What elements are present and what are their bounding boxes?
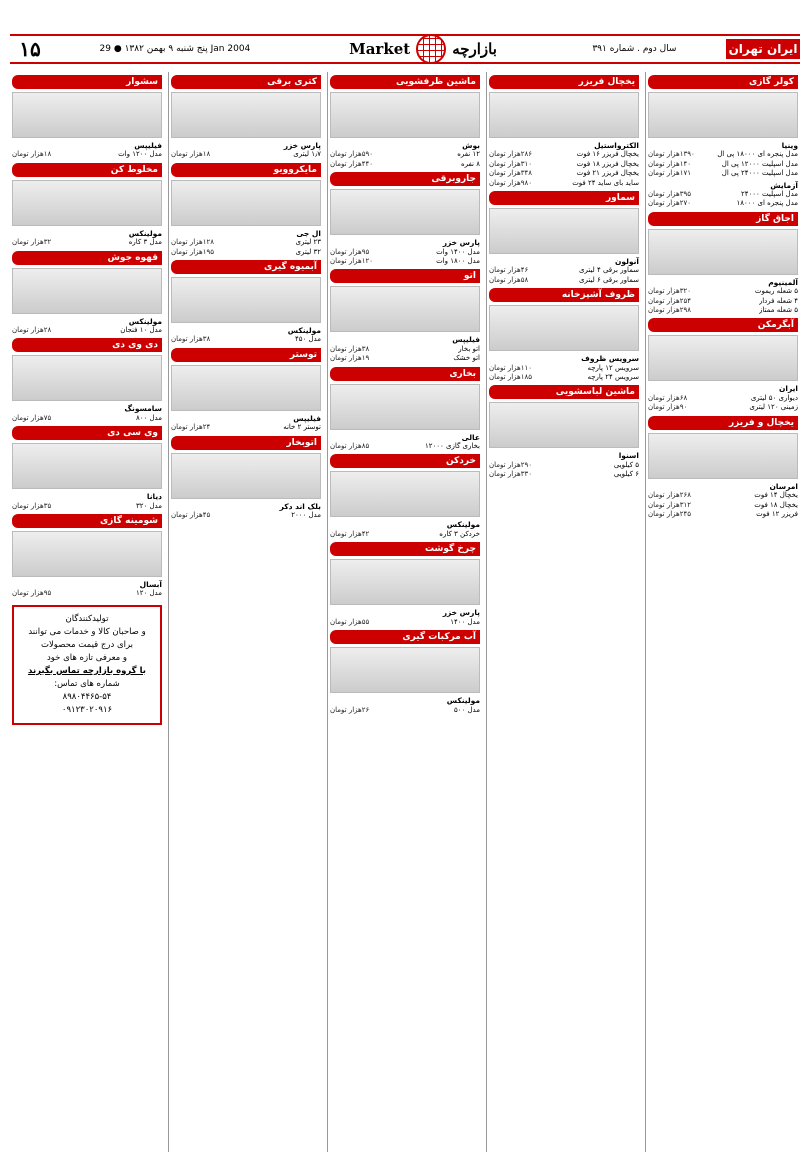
product-photo <box>171 92 321 138</box>
price-row <box>171 511 321 520</box>
price-row <box>330 257 480 266</box>
product-name: ۵ کیلویی <box>613 460 639 469</box>
product-price: ۷۵هزار تومان <box>12 413 52 422</box>
brand-name: الکترواستیل <box>594 141 639 150</box>
price-row <box>171 150 321 159</box>
brand-name: فیلیپس <box>452 335 480 345</box>
product-photo <box>171 365 321 411</box>
price-row <box>489 470 639 479</box>
product-name: مدل اسپلیت ۱۲۰۰۰ پی ال <box>721 159 798 168</box>
price-row <box>648 501 798 510</box>
product-price: ۱۳۹۰هزار تومان <box>648 150 695 159</box>
column-5 <box>10 72 164 1152</box>
product-price: ۶۸هزار تومان <box>648 393 688 402</box>
price-row <box>648 287 798 296</box>
ad-line4: و معرفی تازه های خود <box>46 652 128 663</box>
product-photo <box>171 180 321 226</box>
brand-name: مولینکس <box>446 520 480 530</box>
category-heading: مایکروویو <box>171 163 321 177</box>
brand-name: آزمایش <box>770 180 798 190</box>
issue-number: سال دوم . شماره ۳۹۱ <box>592 44 677 54</box>
product-name: یخچال فریزر ۲۱ فوت <box>576 169 639 178</box>
column-1 <box>645 72 800 1152</box>
product-price: ۱۸هزار تومان <box>12 150 52 159</box>
product-name: یخچال فریزر ۱۸ فوت <box>576 159 639 168</box>
product-photo <box>12 180 162 226</box>
product-price: ۸۵هزار تومان <box>330 442 370 451</box>
product-name: فریزر ۱۲ فوت <box>756 509 798 518</box>
product-photo <box>330 647 480 693</box>
product-name: سماور برقی ۴ لیتری <box>579 266 639 275</box>
product-photo <box>171 277 321 323</box>
product-name: ۶ کیلویی <box>613 470 639 479</box>
brand-name: فیلیپس <box>134 141 162 150</box>
price-row <box>330 706 480 715</box>
product-name: مدل پنجره ای ۱۸۰۰۰ <box>736 199 798 208</box>
price-row <box>648 491 798 500</box>
product-name: خردکن ۳ کاره <box>439 529 480 538</box>
product-price: ۴۲هزار تومان <box>330 529 370 538</box>
product-price: ۲۸۶هزار تومان <box>489 150 532 159</box>
category-heading: مخلوط کن <box>12 163 162 177</box>
price-row <box>648 150 798 159</box>
product-name: سرویس ۱۲ پارچه <box>587 363 639 372</box>
product-name: مدل ۱۲۰ <box>135 589 162 598</box>
product-price: ۳۲۰هزار تومان <box>648 287 691 296</box>
brand-name: سرویس ظروف <box>581 354 639 364</box>
brand-name: پارس خزر <box>442 238 480 248</box>
price-row <box>330 248 480 257</box>
product-price: ۲۷۰هزار تومان <box>648 199 691 208</box>
price-row <box>330 618 480 627</box>
ad-phone1: ۸۹۸۰۴۴۶۵-۵۴ <box>62 691 112 702</box>
category-heading: اتوبخار <box>171 436 321 450</box>
price-row <box>489 179 639 188</box>
price-row <box>12 414 162 423</box>
product-photo <box>489 208 639 254</box>
product-name: ۸ نفره <box>460 159 480 168</box>
price-row <box>171 248 321 257</box>
title-en: Market <box>349 40 411 58</box>
product-price: ۳۸هزار تومان <box>171 335 211 344</box>
category-heading: توستر <box>171 348 321 362</box>
price-row <box>489 373 639 382</box>
category-heading: خردکن <box>330 454 480 468</box>
product-name: اتو خشک <box>453 354 480 363</box>
product-price: ۹۵هزار تومان <box>330 247 370 256</box>
product-name: یخچال ۱۴ فوت <box>754 491 798 500</box>
product-name: یخچال فریزر ۱۶ فوت <box>576 150 639 159</box>
product-price: ۹۵هزار تومان <box>12 589 52 598</box>
category-heading: آبگرمکن <box>648 318 798 332</box>
brand-name: اسنوا <box>618 451 639 461</box>
product-price: ۳۹۵هزار تومان <box>648 190 691 199</box>
ad-contact-label: شماره های تماس: <box>54 678 120 689</box>
ad-line1: تولیدکنندگان <box>65 613 109 624</box>
product-name: ۲۳ لیتری <box>295 238 321 247</box>
price-row <box>489 276 639 285</box>
price-row <box>648 306 798 315</box>
product-price: ۴۶هزار تومان <box>489 266 529 275</box>
product-name: سرویس ۲۴ پارچه <box>587 373 639 382</box>
advertise-box <box>12 605 162 725</box>
product-price: ۲۸هزار تومان <box>12 326 52 335</box>
product-price: ۹۰هزار تومان <box>648 403 688 412</box>
brand-name: پارس خزر <box>283 141 321 150</box>
product-price: ۳۸هزار تومان <box>330 344 370 353</box>
product-name: ۳۲ لیتری <box>295 247 321 256</box>
brand-name: وینیا <box>781 141 798 150</box>
brand-name: سامسونگ <box>124 404 162 414</box>
product-photo <box>171 453 321 499</box>
product-photo <box>12 355 162 401</box>
product-name: ۱۲ نفره <box>457 150 480 159</box>
product-photo <box>489 402 639 448</box>
issue-date: پنج شنبه ۹ بهمن ۱۳۸۲ ● 29 Jan 2004 <box>99 44 251 54</box>
product-price: ۱۲۸هزار تومان <box>171 238 214 247</box>
brand-name: مولینکس <box>287 326 321 336</box>
product-price: ۱۷۱هزار تومان <box>648 169 691 178</box>
price-row <box>12 502 162 511</box>
product-name: مدل ۳۲۰ <box>135 501 162 510</box>
ad-phone2: ۰۹۱۲۳۰۲۰۹۱۶ <box>61 704 113 715</box>
brand-name: مولینکس <box>446 696 480 706</box>
product-photo <box>648 229 798 275</box>
product-name: اتو بخار <box>458 344 480 353</box>
product-price: ۹۸۰هزار تومان <box>489 178 532 187</box>
product-name: مدل اسپلیت ۲۴۰۰۰ <box>741 190 798 199</box>
price-row <box>648 297 798 306</box>
price-row <box>648 199 798 208</box>
category-heading: بخاری <box>330 367 480 381</box>
price-row <box>330 160 480 169</box>
product-photo <box>648 335 798 381</box>
product-name: ساید بای ساید ۲۴ فوت <box>572 178 639 187</box>
product-photo <box>330 384 480 430</box>
price-row <box>648 190 798 199</box>
product-name: سماور برقی ۶ لیتری <box>579 275 639 284</box>
page-number: ۱۵ <box>19 37 41 61</box>
price-row <box>648 169 798 178</box>
product-price: ۲۹۸هزار تومان <box>648 306 691 315</box>
price-row <box>489 461 639 470</box>
price-row <box>489 266 639 275</box>
brand-name: مولینکس <box>128 228 162 238</box>
product-photo <box>330 471 480 517</box>
product-price: ۳۵هزار تومان <box>12 501 52 510</box>
product-price: ۵۵هزار تومان <box>330 617 370 626</box>
product-name: زمینی ۱۲۰ لیتری <box>749 403 798 412</box>
category-heading: یخچال فریزر <box>489 75 639 89</box>
price-row <box>330 530 480 539</box>
category-heading: یخچال و فریزر <box>648 416 798 430</box>
price-row <box>12 150 162 159</box>
product-price: ۳۴۸هزار تومان <box>489 169 532 178</box>
price-columns <box>10 72 800 1152</box>
product-name: مدل ۱۴۰۰ وات <box>436 247 480 256</box>
price-row <box>489 150 639 159</box>
price-row <box>648 403 798 412</box>
product-name: مدل ۸۰۰ <box>135 413 162 422</box>
title-fa: بازارچه <box>452 40 497 58</box>
price-row <box>12 589 162 598</box>
product-price: ۴۴۰هزار تومان <box>330 159 373 168</box>
product-name: بخاری گازی ۱۲۰۰۰ <box>424 442 480 451</box>
product-price: ۲۴هزار تومان <box>171 423 211 432</box>
product-photo <box>489 305 639 351</box>
price-row <box>330 442 480 451</box>
category-heading: جاروبرقی <box>330 172 480 186</box>
product-photo <box>330 286 480 332</box>
brand-name: فیلیپس <box>293 413 321 423</box>
category-heading: کولر گازی <box>648 75 798 89</box>
product-price: ۵۸هزار تومان <box>489 275 529 284</box>
brand-name: بوش <box>462 141 480 150</box>
category-heading: ماشین ظرفشویی <box>330 75 480 89</box>
price-row <box>12 326 162 335</box>
brand-name: بلک اند دکر <box>279 501 321 511</box>
product-name: یخچال ۱۸ فوت <box>754 500 798 509</box>
product-name: مدل ۱۲۰۰ وات <box>118 150 162 159</box>
product-price: ۵۹۰هزار تومان <box>330 150 373 159</box>
product-price: ۲۶هزار تومان <box>330 705 370 714</box>
product-name: مدل پنجره ای ۱۸۰۰۰ پی ال <box>717 150 798 159</box>
section-title <box>349 34 497 64</box>
product-price: ۱۱۰هزار تومان <box>489 363 532 372</box>
product-price: ۲۶۸هزار تومان <box>648 491 691 500</box>
product-photo <box>330 189 480 235</box>
product-name: ۱٫۷ لیتری <box>293 150 321 159</box>
product-name: ۵ شعله ریموت <box>754 287 798 296</box>
product-photo <box>12 268 162 314</box>
ad-line2: و صاحبان کالا و خدمات می توانند <box>28 626 146 637</box>
product-name: مدل ۱۸۰۰ وات <box>436 257 480 266</box>
product-name: دیواری ۵۰ لیتری <box>750 393 798 402</box>
product-price: ۲۹۰هزار تومان <box>489 460 532 469</box>
category-heading: آب مرکبات گیری <box>330 630 480 644</box>
product-photo <box>330 92 480 138</box>
product-price: ۱۸۵هزار تومان <box>489 373 532 382</box>
price-row <box>171 423 321 432</box>
product-photo <box>12 531 162 577</box>
brand-name: پارس خزر <box>442 608 480 618</box>
product-price: ۳۳۰هزار تومان <box>489 470 532 479</box>
price-row <box>648 160 798 169</box>
product-name: ۴ شعله فردار <box>758 296 798 305</box>
product-photo <box>648 433 798 479</box>
price-row <box>489 160 639 169</box>
price-row <box>171 335 321 344</box>
category-heading: سشوار <box>12 75 162 89</box>
category-heading: سماور <box>489 191 639 205</box>
globe-icon <box>416 34 446 64</box>
brand-name: آلمینیوم <box>768 277 798 287</box>
price-row <box>489 364 639 373</box>
brand-name: ایران <box>778 384 798 394</box>
product-price: ۴۵هزار تومان <box>171 511 211 520</box>
price-row <box>489 169 639 178</box>
category-heading: وی سی دی <box>12 426 162 440</box>
category-heading: ماشین لباسشویی <box>489 385 639 399</box>
category-heading: چرخ گوشت <box>330 542 480 556</box>
column-4 <box>168 72 323 1152</box>
product-name: مدل ۳ کاره <box>128 238 162 247</box>
ad-line5: با گروه بازارچه تماس بگیرند <box>28 665 146 676</box>
product-price: ۲۵۴هزار تومان <box>648 296 691 305</box>
product-name: مدل ۱۰ فنجان <box>120 326 162 335</box>
column-3 <box>327 72 482 1152</box>
product-price: ۱۹هزار تومان <box>330 354 370 363</box>
brand-name: عالی <box>461 432 480 442</box>
product-price: ۱۹۵هزار تومان <box>171 247 214 256</box>
price-row <box>12 238 162 247</box>
product-name: ۵ شعله ممتاز <box>759 306 798 315</box>
category-heading: آبمیوه گیری <box>171 260 321 274</box>
product-name: مدل ۵۰۰ <box>453 705 480 714</box>
brand-name: آنولون <box>614 257 639 267</box>
brand-name: امرسان <box>769 481 798 491</box>
product-price: ۳۱۲هزار تومان <box>648 500 691 509</box>
product-price: ۱۲۰هزار تومان <box>330 257 373 266</box>
column-2 <box>486 72 641 1152</box>
product-price: ۲۴۵هزار تومان <box>648 509 691 518</box>
brand-name: آبسال <box>139 580 162 590</box>
product-price: ۱۴۰هزار تومان <box>648 159 691 168</box>
price-row <box>330 354 480 363</box>
category-heading: شومینه گازی <box>12 514 162 528</box>
product-photo <box>12 443 162 489</box>
page-header <box>10 34 800 64</box>
product-name: مدل ۴۵۰ <box>294 335 321 344</box>
category-heading: اتو <box>330 269 480 283</box>
price-row <box>648 510 798 519</box>
category-heading: ظروف آشپزخانه <box>489 288 639 302</box>
price-row <box>171 238 321 247</box>
brand-name: دیانا <box>146 492 162 502</box>
product-photo <box>330 559 480 605</box>
price-row <box>330 345 480 354</box>
category-heading: قهوه جوش <box>12 251 162 265</box>
product-name: توستر ۲ خانه <box>283 423 321 432</box>
product-photo <box>648 92 798 138</box>
product-name: مدل اسپلیت ۲۴۰۰۰ پی ال <box>721 169 798 178</box>
product-photo <box>12 92 162 138</box>
product-name: مدل ۱۴۰۰ <box>450 617 480 626</box>
category-heading: کتری برقی <box>171 75 321 89</box>
category-heading: اجاق گاز <box>648 212 798 226</box>
product-price: ۱۸هزار تومان <box>171 150 211 159</box>
newspaper-logo: ایران تهران <box>726 39 800 59</box>
product-price: ۳۲هزار تومان <box>12 238 52 247</box>
brand-name: ال جی <box>296 228 321 238</box>
ad-line3: برای درج قیمت محصولات <box>40 639 134 650</box>
product-name: مدل ۲۰۰۰ <box>291 511 321 520</box>
price-row <box>330 150 480 159</box>
brand-name: مولینکس <box>128 316 162 326</box>
category-heading: دی وی دی <box>12 338 162 352</box>
product-price: ۳۱۰هزار تومان <box>489 159 532 168</box>
product-photo <box>489 92 639 138</box>
price-row <box>648 394 798 403</box>
